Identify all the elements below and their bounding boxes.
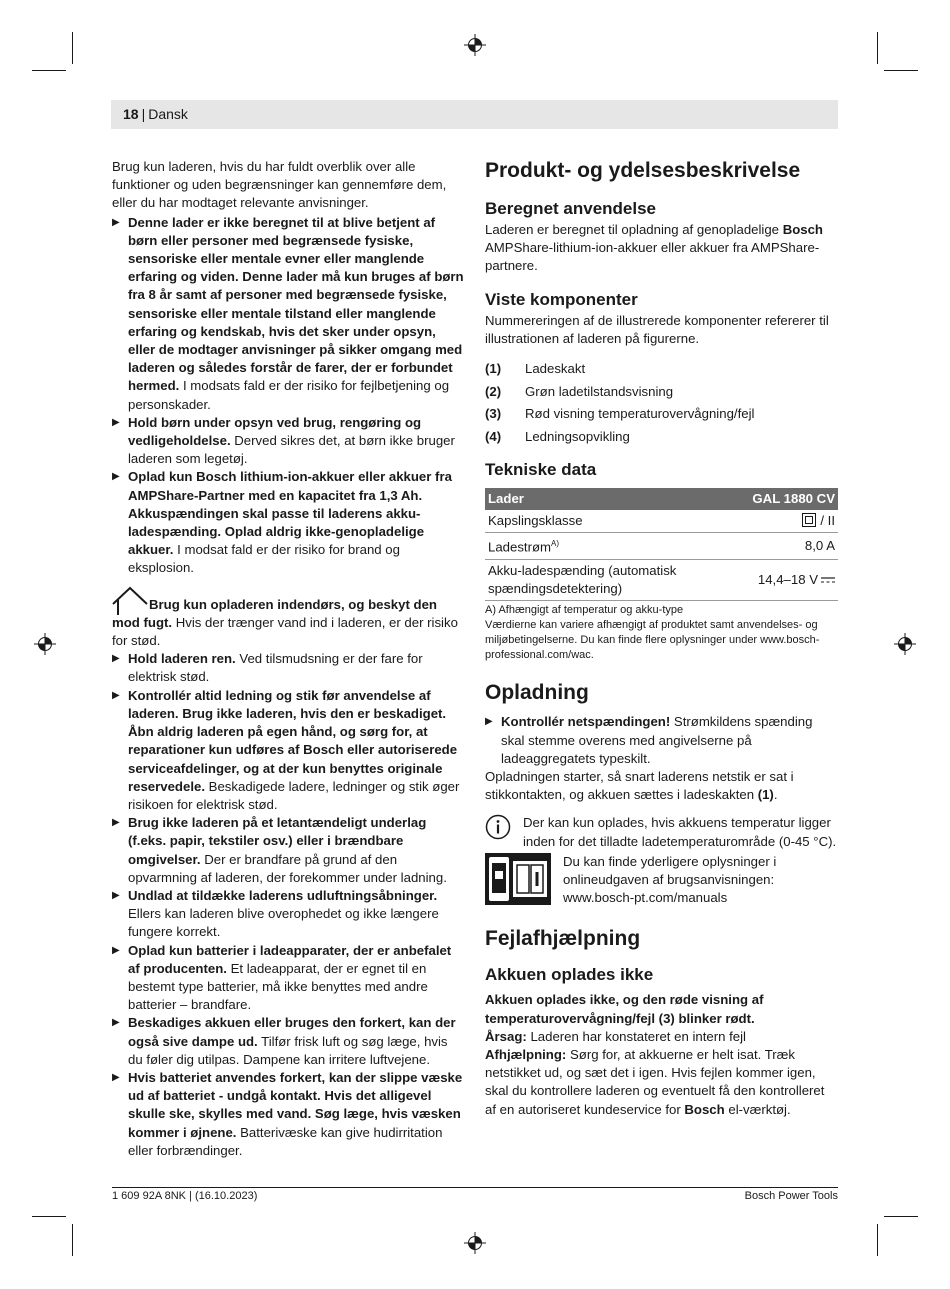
bullet-text: Beskadigede ladere, ledninger og stik øger risikoen for elektrisk stød.	[128, 778, 460, 812]
footer-brand: Bosch Power Tools	[744, 1190, 838, 1202]
left-column	[112, 158, 464, 1160]
intended-use-paragraph	[485, 221, 838, 276]
info-icon	[485, 814, 511, 840]
safety-bullet-vents	[112, 887, 464, 942]
technical-data-table	[485, 488, 838, 601]
bullet-bold: Brug ikke laderen på et letantændeligt underlag (f.eks. papir, tekstiler osv.) eller i brændbare omgivelser.	[128, 815, 427, 867]
component-number: (1)	[485, 361, 502, 377]
component-item	[485, 381, 838, 404]
component-number: (4)	[485, 428, 502, 444]
protection-class-ii-icon	[802, 513, 816, 527]
bullet-bold: Kontrollér altid ledning og stik før anvendelse af laderen. Brug ikke laderen, hvis den er beskadiget. Åbn aldrig laderen på egen hånd, og sørg for, at reparationer kun udføres af Bosch eller autoriserede serviceafdelinger, og at der kun benyttes originale reservedele.	[128, 687, 458, 794]
bullet-text: Ved tilsmudsning er der fare for elektrisk stød.	[128, 651, 423, 685]
table-row	[485, 510, 838, 533]
crop-mark	[72, 1224, 73, 1256]
table-cell-label	[485, 533, 711, 560]
warning-bold: Brug kun opladeren indendørs, og beskyt den mod fugt.	[112, 596, 437, 630]
trouble-remedy	[485, 1046, 838, 1119]
warning-text: Hvis der trænger vand ind i laderen, er der risiko for stød.	[112, 614, 458, 649]
page-number: 18	[123, 106, 139, 122]
table-cell-value	[711, 560, 838, 601]
remedy-text: Sørg for, at akkuerne er helt isat. Træk netstikket ud, og sæt det i igen. Hvis fejlen kommer igen, skal du kontrollere laderen og eventuelt få den kontrolleret af en autoriseret kundeservice for	[485, 1047, 825, 1117]
bullet-bold: Oplad kun batterier i ladeapparater, der er anbefalet af producenten.	[128, 942, 452, 976]
bullet-bold: Undlad at tildække laderens udluftningsåbninger.	[128, 887, 438, 903]
bullet-bold: Kontrollér netspændingen!	[501, 714, 671, 730]
brand-bosch: Bosch	[684, 1101, 725, 1117]
bullet-text: Derved sikres det, at børn ikke bruger laderen som legetøj.	[128, 433, 455, 467]
bullet-text: I modsat fald er der risiko for brand og eksplosion.	[128, 542, 400, 576]
bullet-text: Der er brandfare på grund af den opvarmning af laderen, der forekommer under ladning.	[128, 851, 447, 885]
table-cell-value	[711, 510, 838, 533]
page-header	[111, 100, 838, 129]
bullet-text: Et ladeapparat, der er egnet til en bestemt type batterier, må ikke benyttes med andre batterier – brandfare.	[128, 960, 428, 1013]
intro-paragraph: Brug kun laderen, hvis du har fuldt overblik over alle funktioner og uden begrænsninger kan gennemføre dem, eller du har modtaget relevante anvisninger.	[112, 159, 447, 211]
component-label: Rød visning temperaturovervågning/fejl	[525, 406, 755, 422]
table-cell-label: Akku-ladespænding (automatisk spændingsdetektering)	[485, 560, 711, 601]
component-number: (2)	[485, 383, 502, 399]
crop-mark	[877, 1224, 878, 1256]
online-manual-text: Du kan finde yderligere oplysninger i onlineudgaven af brugsanvisningen: www.bosch-pt.com/manuals	[563, 853, 777, 906]
component-item	[485, 426, 838, 449]
table-row	[485, 560, 838, 601]
component-label: Ladeskakt	[525, 361, 586, 377]
section-heading-charging: Opladning	[485, 681, 589, 705]
bullet-text: Ellers kan laderen blive overophedet og ikke længere fungere korrekt.	[128, 906, 439, 940]
safety-bullet-supervise	[112, 414, 464, 469]
header-separator: |	[141, 106, 146, 122]
components-intro: Nummereringen af de illustrerede komponenter refererer til illustrationen af laderen på figurerne.	[485, 312, 829, 346]
safety-bullet-vapours	[112, 1014, 464, 1069]
trouble-symptom: Akkuen oplades ikke, og den røde visning af temperaturovervågning/fejl (3) blinker rødt.	[485, 992, 764, 1026]
table-row	[485, 533, 838, 560]
bullet-text: Tilfør frisk luft og søg læge, hvis du føler dig utilpas. Dampene kan irritere luftvejene.	[128, 1033, 448, 1067]
right-column	[485, 157, 838, 1119]
crop-mark	[32, 1216, 66, 1217]
subheading-technical-data: Tekniske data	[485, 460, 597, 480]
footer-document-id: 1 609 92A 8NK | (16.10.2023)	[112, 1190, 258, 1202]
charging-text: .	[773, 787, 778, 803]
safety-bullet-cable	[112, 687, 464, 814]
header-language: Dansk	[148, 106, 188, 122]
crop-mark	[877, 32, 878, 64]
section-heading-product: Produkt- og ydelsesbeskrivelse	[485, 159, 801, 182]
trouble-cause	[485, 1028, 838, 1046]
charging-text: Opladningen starter, så snart laderens netstik er sat i stikkontakten, og akkuen sættes i ladeskakten	[485, 769, 794, 803]
registration-mark-icon	[34, 633, 56, 655]
indoor-use-paragraph	[112, 596, 464, 651]
component-item	[485, 358, 838, 381]
charging-bullet	[485, 713, 838, 768]
bullet-text: I modsats fald er der risiko for fejlbetjening og personskader.	[128, 378, 450, 412]
crop-mark	[32, 70, 66, 71]
bullet-bold: Oplad kun Bosch lithium-ion-akkuer eller akkuer fra AMPShare-Partner med en kapacitet fra 1,3 Ah. Akkuspændingen skal passe til laderens akku-ladespænding. Oplad aldrig ikke-genopladelige akkuer.	[128, 469, 452, 558]
table-cell-value: 8,0 A	[711, 533, 838, 560]
components-list	[485, 358, 838, 448]
section-heading-troubleshooting: Fejlafhjælpning	[485, 927, 641, 951]
house-icon	[111, 586, 149, 616]
bullet-bold: Hold laderen ren.	[128, 651, 236, 667]
intended-use-text: Laderen er beregnet til opladning af genopladelige	[485, 222, 783, 237]
info-text: Der kan kun oplades, hvis akkuens temperatur ligger inden for det tilladte ladetemperaturområde (0-45 °C).	[523, 815, 837, 849]
table-cell-label: Kapslingsklasse	[485, 510, 711, 533]
subheading-not-charging: Akkuen oplades ikke	[485, 965, 654, 985]
brand-bosch: Bosch	[782, 222, 823, 237]
safety-bullet-fluid	[112, 1069, 464, 1160]
table-value-text: / II	[820, 513, 835, 529]
bullet-bold: Hold børn under opsyn ved brug, rengøring og vedligeholdelse.	[128, 414, 422, 449]
intended-use-text: AMPShare-lithium-ion-akkuer eller akkuer fra AMPShare-partnere.	[485, 240, 820, 274]
subheading-intended-use: Beregnet anvendelse	[485, 199, 657, 218]
component-item	[485, 403, 838, 426]
remedy-label: Afhjælpning:	[485, 1047, 567, 1063]
bullet-bold: Beskadiges akkuen eller bruges den forkert, kan der også sive dampe ud.	[128, 1015, 456, 1049]
safety-bullet-batteries	[112, 468, 464, 577]
cause-text: Laderen har konstateret en intern fejl	[526, 1028, 746, 1044]
bullet-bold: Denne lader er ikke beregnet til at blive betjent af børn eller personer med begrænsede fysiske, sensoriske eller mentale evner eller manglende erfaring og viden. Denne lader må kun bruges af børn fra 8 år samt af personer med begrænsede fysiske, sensoriske eller mentale tilstand eller manglende erfaring og kendskab, hvis det sker under opsyn, eller de modtager anvisninger på sikker omgang med laderen og således forstår de farer, der er forbundet hermed.	[128, 214, 464, 394]
info-note	[485, 814, 838, 850]
direct-current-icon	[821, 576, 835, 584]
bullet-text: Batterivæske kan give hudirritation eller forbrændinger.	[128, 1124, 443, 1158]
table-note: Værdierne kan variere afhængigt af produktet samt anvendelses- og miljøbetingelserne. Du kan finde flere oplysninger under www.bosch-professional.com/wac.	[485, 619, 820, 662]
remedy-text: el-værktøj.	[724, 1101, 791, 1117]
footnote-marker: A)	[551, 539, 560, 549]
crop-mark	[884, 1216, 918, 1217]
table-label-text: Ladestrøm	[488, 539, 552, 555]
charging-paragraph	[485, 768, 838, 804]
registration-mark-icon	[894, 633, 916, 655]
registration-mark-icon	[464, 34, 486, 56]
crop-mark	[72, 32, 73, 64]
component-reference: (1)	[757, 787, 774, 803]
cause-label: Årsag:	[485, 1028, 527, 1044]
page-footer	[112, 1187, 838, 1202]
crop-mark	[884, 70, 918, 71]
online-manual-icon	[485, 853, 551, 905]
subheading-components: Viste komponenter	[485, 289, 638, 309]
online-manual-note	[485, 853, 838, 908]
table-header-cell: GAL 1880 CV	[711, 488, 838, 510]
component-number: (3)	[485, 406, 502, 422]
table-value-text: 14,4–18 V	[757, 572, 818, 588]
safety-bullet-children	[112, 214, 464, 414]
table-header-row	[485, 488, 838, 510]
indoor-use-warning	[112, 596, 464, 651]
component-label: Grøn ladetilstandsvisning	[525, 383, 674, 399]
bullet-bold: Hvis batteriet anvendes forkert, kan der slippe væske ud af batteriet - undgå kontakt. Hvis det alligevel skulle ske, skylles med vand. Søg læge, hvis væsken kommer i øjnene.	[128, 1069, 463, 1140]
safety-bullet-clean	[112, 650, 464, 686]
table-footnote: A) Afhængigt af temperatur og akku-type	[485, 604, 684, 617]
safety-bullet-recommended	[112, 942, 464, 1015]
safety-bullet-surface	[112, 814, 464, 887]
component-label: Ledningsopvikling	[525, 428, 630, 444]
registration-mark-icon	[464, 1232, 486, 1254]
table-header-cell: Lader	[485, 488, 711, 510]
bullet-text: Strømkildens spænding skal stemme overens med angivelserne på ladeaggregatets typeskilt.	[501, 714, 813, 766]
